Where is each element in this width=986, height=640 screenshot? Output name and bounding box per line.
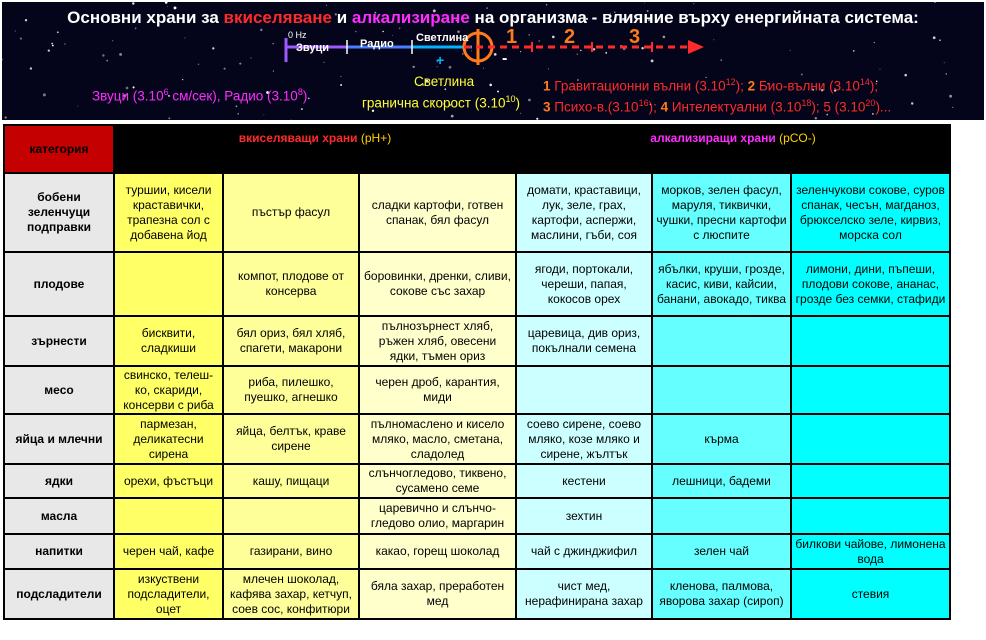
star bbox=[904, 74, 907, 77]
star bbox=[815, 117, 817, 119]
star bbox=[106, 60, 108, 62]
table-cell bbox=[517, 367, 651, 413]
star bbox=[198, 64, 200, 66]
table-cell bbox=[792, 367, 949, 413]
table-cell: соево сирене, соево мляко, козе мляко и сирене, жълтък bbox=[517, 415, 651, 463]
table-cell: сладки картофи, готвен спанак, бял фасул bbox=[360, 174, 515, 251]
star bbox=[308, 97, 310, 99]
star bbox=[291, 119, 292, 120]
star bbox=[51, 43, 53, 45]
star bbox=[238, 113, 239, 114]
star bbox=[43, 93, 46, 96]
category-header: категория bbox=[5, 126, 113, 172]
row-category: масла bbox=[5, 499, 113, 533]
table-cell: какао, горещ шоколад bbox=[360, 535, 515, 568]
row-category: яйца и млечни bbox=[5, 415, 113, 463]
star bbox=[2, 59, 3, 61]
acid-group-header: вкиселяващи храни (pH+) bbox=[115, 126, 515, 150]
table-cell: компот, плодове от консерва bbox=[224, 253, 358, 315]
table-cell bbox=[792, 317, 949, 365]
star bbox=[946, 73, 948, 75]
star bbox=[880, 69, 881, 70]
level-alk-high: високо bbox=[792, 152, 949, 172]
waves-line-2: 3 Психо-в.(3.10$^{16}$); 4 Интелектуални (3.10$^{18}$); 5 (3.10$^{20}$)... bbox=[543, 98, 892, 115]
star bbox=[326, 5, 327, 6]
table-cell: изкуствени подсладители, оцет bbox=[115, 570, 222, 618]
star bbox=[939, 39, 941, 41]
light-speed-label: гранична скорост (3.10$^{10}$) bbox=[362, 94, 520, 111]
star bbox=[413, 66, 415, 68]
table-cell bbox=[653, 367, 790, 413]
row-category: зърнести bbox=[5, 317, 113, 365]
star bbox=[168, 117, 170, 119]
table-cell: свинско, телеш-ко, скариди, консерви с риба bbox=[115, 367, 222, 413]
star bbox=[449, 66, 452, 69]
star bbox=[489, 84, 492, 87]
table-row bbox=[5, 253, 949, 315]
table-cell: чист мед, нерафинирана захар bbox=[517, 570, 651, 618]
table-cell: яйца, белтък, краве сирене bbox=[224, 415, 358, 463]
banner-title: Основни храни за вкиселяване и алкализиране на организма - влияние върху енергийната система: bbox=[67, 8, 919, 27]
star bbox=[528, 99, 531, 102]
table-cell bbox=[792, 499, 949, 533]
table-cell: черен чай, кафе bbox=[115, 535, 222, 568]
star bbox=[644, 2, 645, 3]
star bbox=[471, 50, 472, 51]
star bbox=[185, 37, 186, 38]
table-cell: пълнозърнест хляб, ръжен хляб, овесени ядки, тъмен ориз bbox=[360, 317, 515, 365]
row-category: ядки bbox=[5, 465, 113, 497]
star bbox=[52, 45, 54, 47]
star bbox=[112, 40, 113, 41]
radio-axis-label: Радио bbox=[360, 38, 394, 50]
wave-number-2: 2 bbox=[564, 26, 576, 48]
star bbox=[552, 36, 555, 39]
table-cell: пълномаслено и кисело мляко, масло, сметана, сладолед bbox=[360, 415, 515, 463]
star bbox=[790, 50, 791, 51]
level-alk-mid: средно bbox=[653, 152, 790, 172]
table-cell: бяла захар, преработен мед bbox=[360, 570, 515, 618]
table-cell: ябълки, круши, грозде, касис, киви, кайсии, банани, авокадо, тиква bbox=[653, 253, 790, 315]
star bbox=[933, 36, 936, 39]
star bbox=[165, 2, 168, 4]
star bbox=[182, 79, 183, 80]
food-table bbox=[3, 124, 951, 620]
light-label: Светлина bbox=[414, 74, 475, 89]
light-axis-label: Светлина bbox=[416, 32, 469, 44]
table-row bbox=[5, 174, 949, 251]
table-row bbox=[5, 367, 949, 413]
star bbox=[340, 84, 342, 86]
star bbox=[934, 2, 936, 3]
table-cell: пъстър фасул bbox=[224, 174, 358, 251]
star bbox=[57, 31, 59, 33]
table-cell: боровинки, дренки, сливи, сокове със захар bbox=[360, 253, 515, 315]
star bbox=[911, 102, 913, 104]
table-cell: орехи, фъстъци bbox=[115, 465, 222, 497]
table-cell: млечен шоколад, кафява захар, кетчуп, соев сос, конфитюри bbox=[224, 570, 358, 618]
star bbox=[536, 118, 538, 120]
star bbox=[30, 67, 32, 69]
star bbox=[651, 60, 654, 63]
table-cell bbox=[653, 317, 790, 365]
table-cell bbox=[792, 415, 949, 463]
star bbox=[392, 35, 393, 36]
star bbox=[273, 71, 274, 72]
row-category: подсладители bbox=[5, 570, 113, 618]
table-cell: зехтин bbox=[517, 499, 651, 533]
star bbox=[239, 63, 241, 65]
row-category: плодове bbox=[5, 253, 113, 315]
star bbox=[48, 49, 50, 51]
star bbox=[20, 38, 22, 40]
wave-number-1: 1 bbox=[506, 26, 518, 48]
table-cell: бисквити, сладкиши bbox=[115, 317, 222, 365]
star bbox=[663, 36, 666, 39]
star bbox=[5, 116, 7, 118]
table-cell: царевица, див ориз, покълнали семена bbox=[517, 317, 651, 365]
star bbox=[119, 53, 122, 56]
table-cell: кестени bbox=[517, 465, 651, 497]
table-cell: газирани, вино bbox=[224, 535, 358, 568]
table-cell: чай с джинджифил bbox=[517, 535, 651, 568]
wave-arrowhead bbox=[688, 40, 704, 54]
star bbox=[167, 6, 168, 7]
row-category: напитки bbox=[5, 535, 113, 568]
star bbox=[102, 54, 104, 56]
star bbox=[520, 51, 521, 52]
sounds-radio-label: Звуци (3.10$^6$ см/сек), Радио (3.10$^8$) bbox=[92, 87, 308, 104]
star bbox=[355, 31, 356, 32]
table-cell bbox=[115, 499, 222, 533]
star bbox=[132, 2, 134, 4]
star bbox=[212, 47, 214, 49]
star bbox=[944, 62, 945, 63]
star bbox=[301, 108, 303, 110]
star bbox=[952, 107, 953, 108]
star bbox=[323, 62, 324, 63]
star bbox=[528, 34, 530, 36]
table-cell: черен дроб, карантия, миди bbox=[360, 367, 515, 413]
table-cell: пармезан, деликатесни сирена bbox=[115, 415, 222, 463]
star bbox=[874, 42, 875, 43]
table-cell: зелен чай bbox=[653, 535, 790, 568]
star bbox=[251, 57, 252, 58]
star bbox=[235, 105, 237, 107]
star bbox=[949, 95, 952, 98]
table-cell bbox=[653, 499, 790, 533]
star bbox=[713, 39, 714, 40]
star bbox=[605, 52, 607, 54]
table-cell bbox=[224, 499, 358, 533]
table-cell: слънчогледово, тиквено, сусамено семе bbox=[360, 465, 515, 497]
star bbox=[224, 68, 226, 70]
table-row bbox=[5, 465, 949, 497]
minus-sign: - bbox=[502, 50, 508, 67]
table-row bbox=[5, 415, 949, 463]
table-cell: стевия bbox=[792, 570, 949, 618]
star bbox=[853, 50, 855, 52]
table-cell: ягоди, портокали, череши, папая, кокосов орех bbox=[517, 253, 651, 315]
table-cell: кленова, палмова, яворова захар (сироп) bbox=[653, 570, 790, 618]
star bbox=[546, 4, 548, 6]
table-cell: лешници, бадеми bbox=[653, 465, 790, 497]
level-acid-low: ниско bbox=[360, 152, 515, 172]
star bbox=[494, 53, 497, 56]
star bbox=[580, 50, 581, 51]
star bbox=[77, 106, 78, 107]
table-cell bbox=[115, 253, 222, 315]
star bbox=[340, 76, 341, 77]
star bbox=[721, 59, 722, 60]
star bbox=[577, 54, 578, 55]
plus-sign: + bbox=[436, 52, 445, 68]
table-row bbox=[5, 570, 949, 618]
wave-number-3: 3 bbox=[629, 26, 641, 48]
table-cell: зеленчукови сокове, суров спанак, чесън, магданоз, брюкселско зеле, кирвиз, морска сол bbox=[792, 174, 949, 251]
table-cell: лимони, дини, пъпеши, плодови сокове, ананас, грозде без семки, стафиди bbox=[792, 253, 949, 315]
row-category: месо bbox=[5, 367, 113, 413]
table-row bbox=[5, 499, 949, 533]
star bbox=[260, 29, 262, 31]
star bbox=[520, 113, 521, 114]
level-acid-high: високо bbox=[115, 152, 222, 172]
table-cell: бял ориз, бял хляб, спагети, макарони bbox=[224, 317, 358, 365]
level-alk-low: ниско bbox=[517, 152, 651, 172]
star bbox=[593, 48, 595, 50]
table-cell bbox=[792, 465, 949, 497]
star bbox=[382, 31, 383, 32]
table-cell: морков, зелен фасул, маруля, тиквички, чушки, пресни картофи с люспите bbox=[653, 174, 790, 251]
star bbox=[497, 90, 499, 92]
energy-banner bbox=[2, 2, 984, 120]
table-cell: кашу, пищаци bbox=[224, 465, 358, 497]
table-cell: царевично и слънчо-гледово олио, маргарин bbox=[360, 499, 515, 533]
table-cell: кърма bbox=[653, 415, 790, 463]
star bbox=[801, 74, 803, 76]
star bbox=[548, 68, 549, 69]
sounds-axis-label: Звуци bbox=[296, 42, 330, 54]
table-cell: туршии, кисели краставички, трапезна сол с добавена йод bbox=[115, 174, 222, 251]
star bbox=[64, 43, 65, 44]
row-category: бобени зеленчуци подправки bbox=[5, 174, 113, 251]
star bbox=[693, 3, 694, 4]
star bbox=[539, 40, 540, 41]
level-acid-mid: средно bbox=[224, 152, 358, 172]
table-cell: домати, краставици, лук, зеле, грах, картофи, аспержи, маслини, гъби, соя bbox=[517, 174, 651, 251]
star bbox=[483, 68, 484, 69]
star bbox=[451, 115, 454, 118]
zero-hz-label: 0 Hz bbox=[288, 30, 307, 40]
star bbox=[462, 53, 464, 55]
waves-line-1: 1 Гравитационни вълни (3.10$^{12}$); 2 Био-вълни (3.10$^{14}$); bbox=[543, 77, 879, 94]
table-row bbox=[5, 317, 949, 365]
table-cell: риба, пилешко, пуешко, агнешко bbox=[224, 367, 358, 413]
star bbox=[641, 47, 643, 49]
star bbox=[272, 43, 274, 45]
star bbox=[263, 114, 264, 115]
table-cell: билкови чайове, лимонена вода bbox=[792, 535, 949, 568]
table-row bbox=[5, 535, 949, 568]
alk-group-header: алкализиращи храни (pCO-) bbox=[517, 126, 949, 150]
star bbox=[15, 30, 16, 31]
